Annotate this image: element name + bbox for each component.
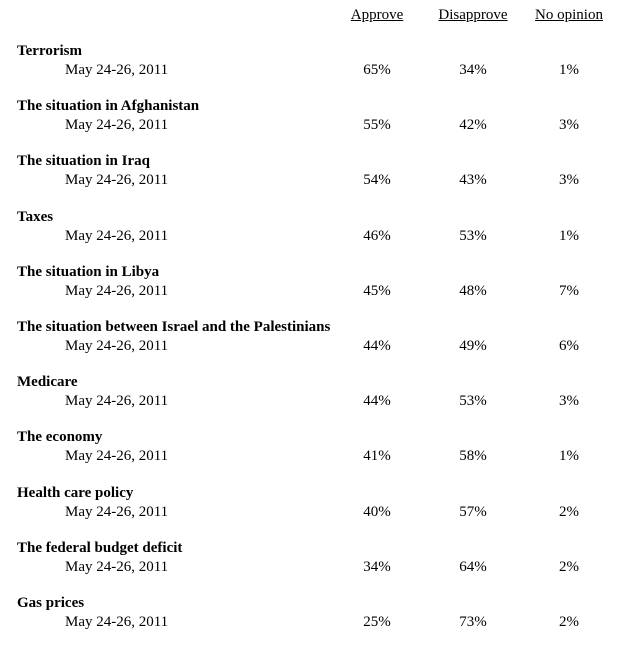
row-no-opinion-value: 7% xyxy=(559,282,579,299)
row-topic: Terrorism xyxy=(17,43,82,59)
row-topic: The situation in Afghanistan xyxy=(17,98,200,115)
table-row xyxy=(0,429,627,484)
row-date: May 24-26, 2011 xyxy=(65,503,169,520)
row-disapprove-value: 34% xyxy=(459,62,487,78)
row-no-opinion-value: 1% xyxy=(559,62,579,78)
table-row xyxy=(0,485,627,540)
row-disapprove-value: 73% xyxy=(459,613,487,630)
row-date: May 24-26, 2011 xyxy=(65,62,169,78)
row-no-opinion-value: 1% xyxy=(559,448,579,465)
row-topic: The federal budget deficit xyxy=(17,539,183,556)
table-header xyxy=(0,7,627,29)
row-topic: Gas prices xyxy=(17,594,85,611)
table-row xyxy=(0,209,627,264)
row-no-opinion-value: 2% xyxy=(559,613,579,630)
row-no-opinion-value: 3% xyxy=(559,172,579,189)
row-topic: The situation between Israel and the Palestinians xyxy=(17,318,331,335)
row-no-opinion-value: 1% xyxy=(559,227,579,244)
row-no-opinion-value: 3% xyxy=(559,393,579,410)
row-topic: Health care policy xyxy=(17,484,134,501)
table-row xyxy=(0,319,627,374)
row-date: May 24-26, 2011 xyxy=(65,558,169,575)
column-header-no-opinion: No opinion xyxy=(535,7,603,23)
row-date: May 24-26, 2011 xyxy=(65,448,169,465)
row-approve-value: 44% xyxy=(363,337,391,354)
poll-table xyxy=(0,43,627,650)
row-approve-value: 46% xyxy=(363,227,391,244)
row-date: May 24-26, 2011 xyxy=(65,393,169,410)
table-row xyxy=(0,595,627,650)
column-header-disapprove: Disapprove xyxy=(438,7,508,23)
table-row xyxy=(0,540,627,595)
table-row xyxy=(0,153,627,208)
row-no-opinion-value: 6% xyxy=(559,337,579,354)
row-approve-value: 41% xyxy=(363,448,391,465)
row-no-opinion-value: 2% xyxy=(559,503,579,520)
row-date: May 24-26, 2011 xyxy=(65,613,169,630)
column-header-approve: Approve xyxy=(350,7,404,23)
row-approve-value: 34% xyxy=(363,558,391,575)
table-row xyxy=(0,98,627,153)
row-disapprove-value: 58% xyxy=(459,448,487,465)
table-row xyxy=(0,43,627,98)
table-row xyxy=(0,264,627,319)
row-no-opinion-value: 3% xyxy=(559,117,579,134)
row-date: May 24-26, 2011 xyxy=(65,337,169,354)
row-disapprove-value: 48% xyxy=(459,282,487,299)
row-approve-value: 65% xyxy=(363,62,391,78)
row-date: May 24-26, 2011 xyxy=(65,282,169,299)
row-no-opinion-value: 2% xyxy=(559,558,579,575)
row-disapprove-value: 49% xyxy=(459,337,487,354)
row-date: May 24-26, 2011 xyxy=(65,172,169,189)
row-approve-value: 25% xyxy=(363,613,391,630)
row-date: May 24-26, 2011 xyxy=(65,117,169,134)
row-topic: The situation in Libya xyxy=(17,263,160,280)
table-row xyxy=(0,374,627,429)
row-disapprove-value: 53% xyxy=(459,393,487,410)
row-approve-value: 40% xyxy=(363,503,391,520)
row-topic: The economy xyxy=(17,429,103,446)
row-approve-value: 45% xyxy=(363,282,391,299)
row-disapprove-value: 57% xyxy=(459,503,487,520)
row-approve-value: 55% xyxy=(363,117,391,134)
row-topic: Taxes xyxy=(17,208,54,225)
row-topic: Medicare xyxy=(17,374,78,391)
row-date: May 24-26, 2011 xyxy=(65,227,169,244)
row-topic: The situation in Iraq xyxy=(17,153,150,170)
row-disapprove-value: 53% xyxy=(459,227,487,244)
row-disapprove-value: 42% xyxy=(459,117,487,134)
row-disapprove-value: 43% xyxy=(459,172,487,189)
row-disapprove-value: 64% xyxy=(459,558,487,575)
row-approve-value: 54% xyxy=(363,172,391,189)
row-approve-value: 44% xyxy=(363,393,391,410)
